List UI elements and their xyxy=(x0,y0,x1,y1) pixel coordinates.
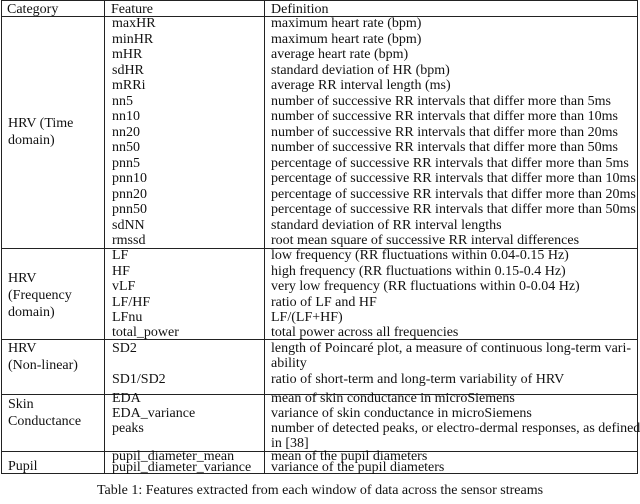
definition-cell: number of detected peaks, or electro-dermal responses, as defined xyxy=(271,421,640,436)
definition-cell: total power across all frequencies xyxy=(271,325,459,340)
feature-cell: nn5 xyxy=(112,93,133,109)
column-divider-2 xyxy=(264,1,265,473)
feature-cell: pupil_diameter_mean xyxy=(112,449,235,464)
feature-cell: EDA xyxy=(112,391,141,406)
definition-cell: high frequency (RR fluctuations within 0.15-0.4 Hz) xyxy=(271,263,566,279)
feature-cell: sdNN xyxy=(112,217,145,233)
definition-cell: maximum heart rate (bpm) xyxy=(271,31,422,47)
definition-cell: number of successive RR intervals that differ more than 50ms xyxy=(271,140,618,155)
definition-cell: LF/(LF+HF) xyxy=(271,310,343,325)
feature-cell: minHR xyxy=(112,31,154,47)
definition-cell: very low frequency (RR fluctuations within 0-0.04 Hz) xyxy=(271,279,580,294)
definition-cell-continued: ability xyxy=(271,356,307,371)
definition-cell: root mean square of successive RR interval differences xyxy=(271,233,580,248)
feature-cell: peaks xyxy=(112,421,144,436)
header-feature: Feature xyxy=(111,2,153,17)
category-skin-conductance: Skin Conductance xyxy=(8,397,82,429)
category-pupil: Pupil xyxy=(8,459,38,474)
features-table xyxy=(1,0,638,474)
definition-cell: percentage of successive RR intervals that differ more than 50ms xyxy=(271,202,636,217)
category-hrv-nonlinear: HRV (Non-linear) xyxy=(8,341,78,373)
feature-cell: total_power xyxy=(112,325,179,340)
feature-cell: nn50 xyxy=(112,140,140,155)
header-definition: Definition xyxy=(271,2,329,17)
feature-cell: sdHR xyxy=(112,62,144,78)
definition-cell: length of Poincaré plot, a measure of continuous long-term vari- xyxy=(271,341,632,356)
definition-cell: mean of the pupil diameters xyxy=(271,449,428,464)
definition-cell: ratio of LF and HF xyxy=(271,294,377,310)
feature-cell: maxHR xyxy=(112,16,156,31)
feature-cell: LF xyxy=(112,248,129,263)
definition-cell: variance of the pupil diameters xyxy=(271,460,445,475)
feature-cell: pupil_diameter_variance xyxy=(112,460,252,475)
category-hrv-frequency: HRV (Frequency domain) xyxy=(8,271,72,320)
definition-cell: percentage of successive RR intervals that differ more than 20ms xyxy=(271,186,636,202)
definition-cell: percentage of successive RR intervals that differ more than 10ms xyxy=(271,171,636,186)
definition-cell-continued: in [38] xyxy=(271,436,309,451)
feature-cell: nn20 xyxy=(112,124,140,140)
definition-cell: variance of skin conductance in microSiemens xyxy=(271,406,532,421)
definition-cell: percentage of successive RR intervals that differ more than 5ms xyxy=(271,155,629,171)
feature-cell: SD1/SD2 xyxy=(112,372,166,387)
definition-cell: standard deviation of HR (bpm) xyxy=(271,62,450,78)
feature-cell: pnn10 xyxy=(112,171,147,186)
definition-cell: average heart rate (bpm) xyxy=(271,47,409,62)
feature-cell: LF/HF xyxy=(112,294,151,310)
feature-cell: HF xyxy=(112,263,130,279)
definition-cell: maximum heart rate (bpm) xyxy=(271,16,422,31)
definition-cell: mean of skin conductance in microSiemens xyxy=(271,391,515,406)
feature-cell: EDA_variance xyxy=(112,406,196,421)
feature-cell: pnn5 xyxy=(112,155,140,171)
feature-cell: pnn50 xyxy=(112,202,147,217)
definition-cell: average RR interval length (ms) xyxy=(271,78,451,93)
feature-cell: SD2 xyxy=(112,341,137,356)
feature-cell: mHR xyxy=(112,47,143,62)
category-hrv-time: HRV (Time domain) xyxy=(8,116,74,148)
feature-cell: vLF xyxy=(112,279,136,294)
definition-cell: low frequency (RR fluctuations within 0.04-0.15 Hz) xyxy=(271,248,569,263)
definition-cell: ratio of short-term and long-term variability of HRV xyxy=(271,372,565,387)
feature-cell: LFnu xyxy=(112,310,143,325)
table-caption: Table 1: Features extracted from each window of data across the sensor streams xyxy=(96,483,544,498)
definition-cell: number of successive RR intervals that differ more than 5ms xyxy=(271,93,611,109)
definition-cell: standard deviation of RR interval lengths xyxy=(271,217,502,233)
feature-cell: nn10 xyxy=(112,109,140,124)
feature-cell: mRRi xyxy=(112,78,146,93)
feature-cell: rmssd xyxy=(112,233,146,248)
feature-cell: pnn20 xyxy=(112,186,147,202)
definition-cell: number of successive RR intervals that differ more than 20ms xyxy=(271,124,618,140)
definition-cell: number of successive RR intervals that differ more than 10ms xyxy=(271,109,618,124)
header-category: Category xyxy=(7,2,59,17)
column-divider-1 xyxy=(104,1,105,473)
